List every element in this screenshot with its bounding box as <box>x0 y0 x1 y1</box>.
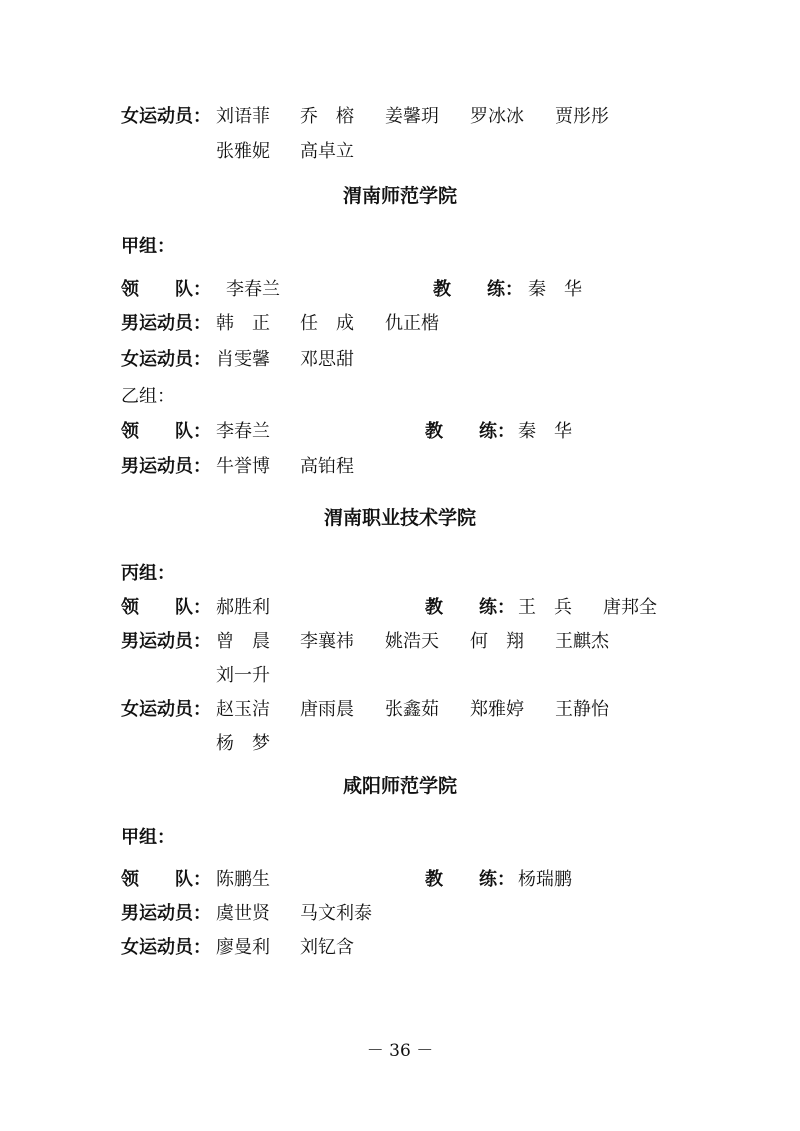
athlete-name: 任 成 <box>300 313 354 334</box>
athlete-name: 张鑫茹 <box>385 699 439 720</box>
athlete-name: 刘钇含 <box>300 937 354 958</box>
athlete-name: 廖曼利 <box>216 937 270 958</box>
female-athletes-label: 女运动员： <box>121 699 211 720</box>
coach-name: 杨瑞鹏 <box>518 869 572 890</box>
coach-label: 教 练： <box>433 279 523 300</box>
athlete-name: 邓思甜 <box>300 349 354 370</box>
leader-label: 领 队： <box>121 279 211 300</box>
athlete-name: 虞世贤 <box>216 903 270 924</box>
male-athletes-label: 男运动员： <box>121 456 211 477</box>
school-heading: 渭南师范学院 <box>342 185 457 207</box>
female-athletes-label: 女运动员： <box>121 106 211 127</box>
athlete-name: 刘语菲 <box>216 106 270 127</box>
group-label: 甲组： <box>121 236 175 257</box>
leader-label: 领 队： <box>121 869 211 890</box>
athlete-name: 王麒杰 <box>555 631 609 652</box>
athlete-name: 牛誉博 <box>216 456 270 477</box>
leader-label: 领 队： <box>121 421 211 442</box>
female-athletes-label: 女运动员： <box>121 349 211 370</box>
athlete-name: 姚浩天 <box>385 631 439 652</box>
athlete-name: 王静怡 <box>555 699 609 720</box>
school-heading: 渭南职业技术学院 <box>323 507 476 529</box>
athlete-name: 高卓立 <box>300 141 354 162</box>
female-athletes-label: 女运动员： <box>121 937 211 958</box>
athlete-name: 唐雨晨 <box>300 699 354 720</box>
athlete-name: 贾彤彤 <box>555 106 609 127</box>
coach-name: 唐邦全 <box>603 597 657 618</box>
group-label: 丙组： <box>121 563 175 584</box>
athlete-name: 高铂程 <box>300 456 354 477</box>
coach-name: 王 兵 <box>518 597 572 618</box>
athlete-name: 韩 正 <box>216 313 270 334</box>
athlete-name: 何 翔 <box>470 631 524 652</box>
page-number: － 36 － <box>366 1041 434 1061</box>
athlete-name: 马文利泰 <box>300 903 372 924</box>
group-label: 乙组： <box>121 386 175 407</box>
athlete-name: 张雅妮 <box>216 141 270 162</box>
athlete-name: 乔 榕 <box>300 106 354 127</box>
athlete-name: 李襄祎 <box>300 631 354 652</box>
coach-label: 教 练： <box>425 869 515 890</box>
athlete-name: 郑雅婷 <box>470 699 524 720</box>
coach-label: 教 练： <box>425 421 515 442</box>
athlete-name: 刘一升 <box>216 665 270 686</box>
athlete-name: 曾 晨 <box>216 631 270 652</box>
athlete-name: 罗冰冰 <box>470 106 524 127</box>
leader-name: 李春兰 <box>226 279 280 300</box>
coach-name: 秦 华 <box>518 421 572 442</box>
leader-name: 陈鹏生 <box>216 869 270 890</box>
male-athletes-label: 男运动员： <box>121 903 211 924</box>
athlete-name: 赵玉洁 <box>216 699 270 720</box>
athlete-name: 仇正楷 <box>385 313 439 334</box>
coach-name: 秦 华 <box>528 279 582 300</box>
leader-name: 郝胜利 <box>216 597 270 618</box>
leader-label: 领 队： <box>121 597 211 618</box>
school-heading: 咸阳师范学院 <box>342 775 457 797</box>
athlete-name: 肖雯馨 <box>216 349 270 370</box>
male-athletes-label: 男运动员： <box>121 313 211 334</box>
leader-name: 李春兰 <box>216 421 270 442</box>
athlete-name: 杨 梦 <box>216 733 270 754</box>
coach-label: 教 练： <box>425 597 515 618</box>
athlete-name: 姜馨玥 <box>385 106 439 127</box>
group-label: 甲组： <box>121 827 175 848</box>
male-athletes-label: 男运动员： <box>121 631 211 652</box>
